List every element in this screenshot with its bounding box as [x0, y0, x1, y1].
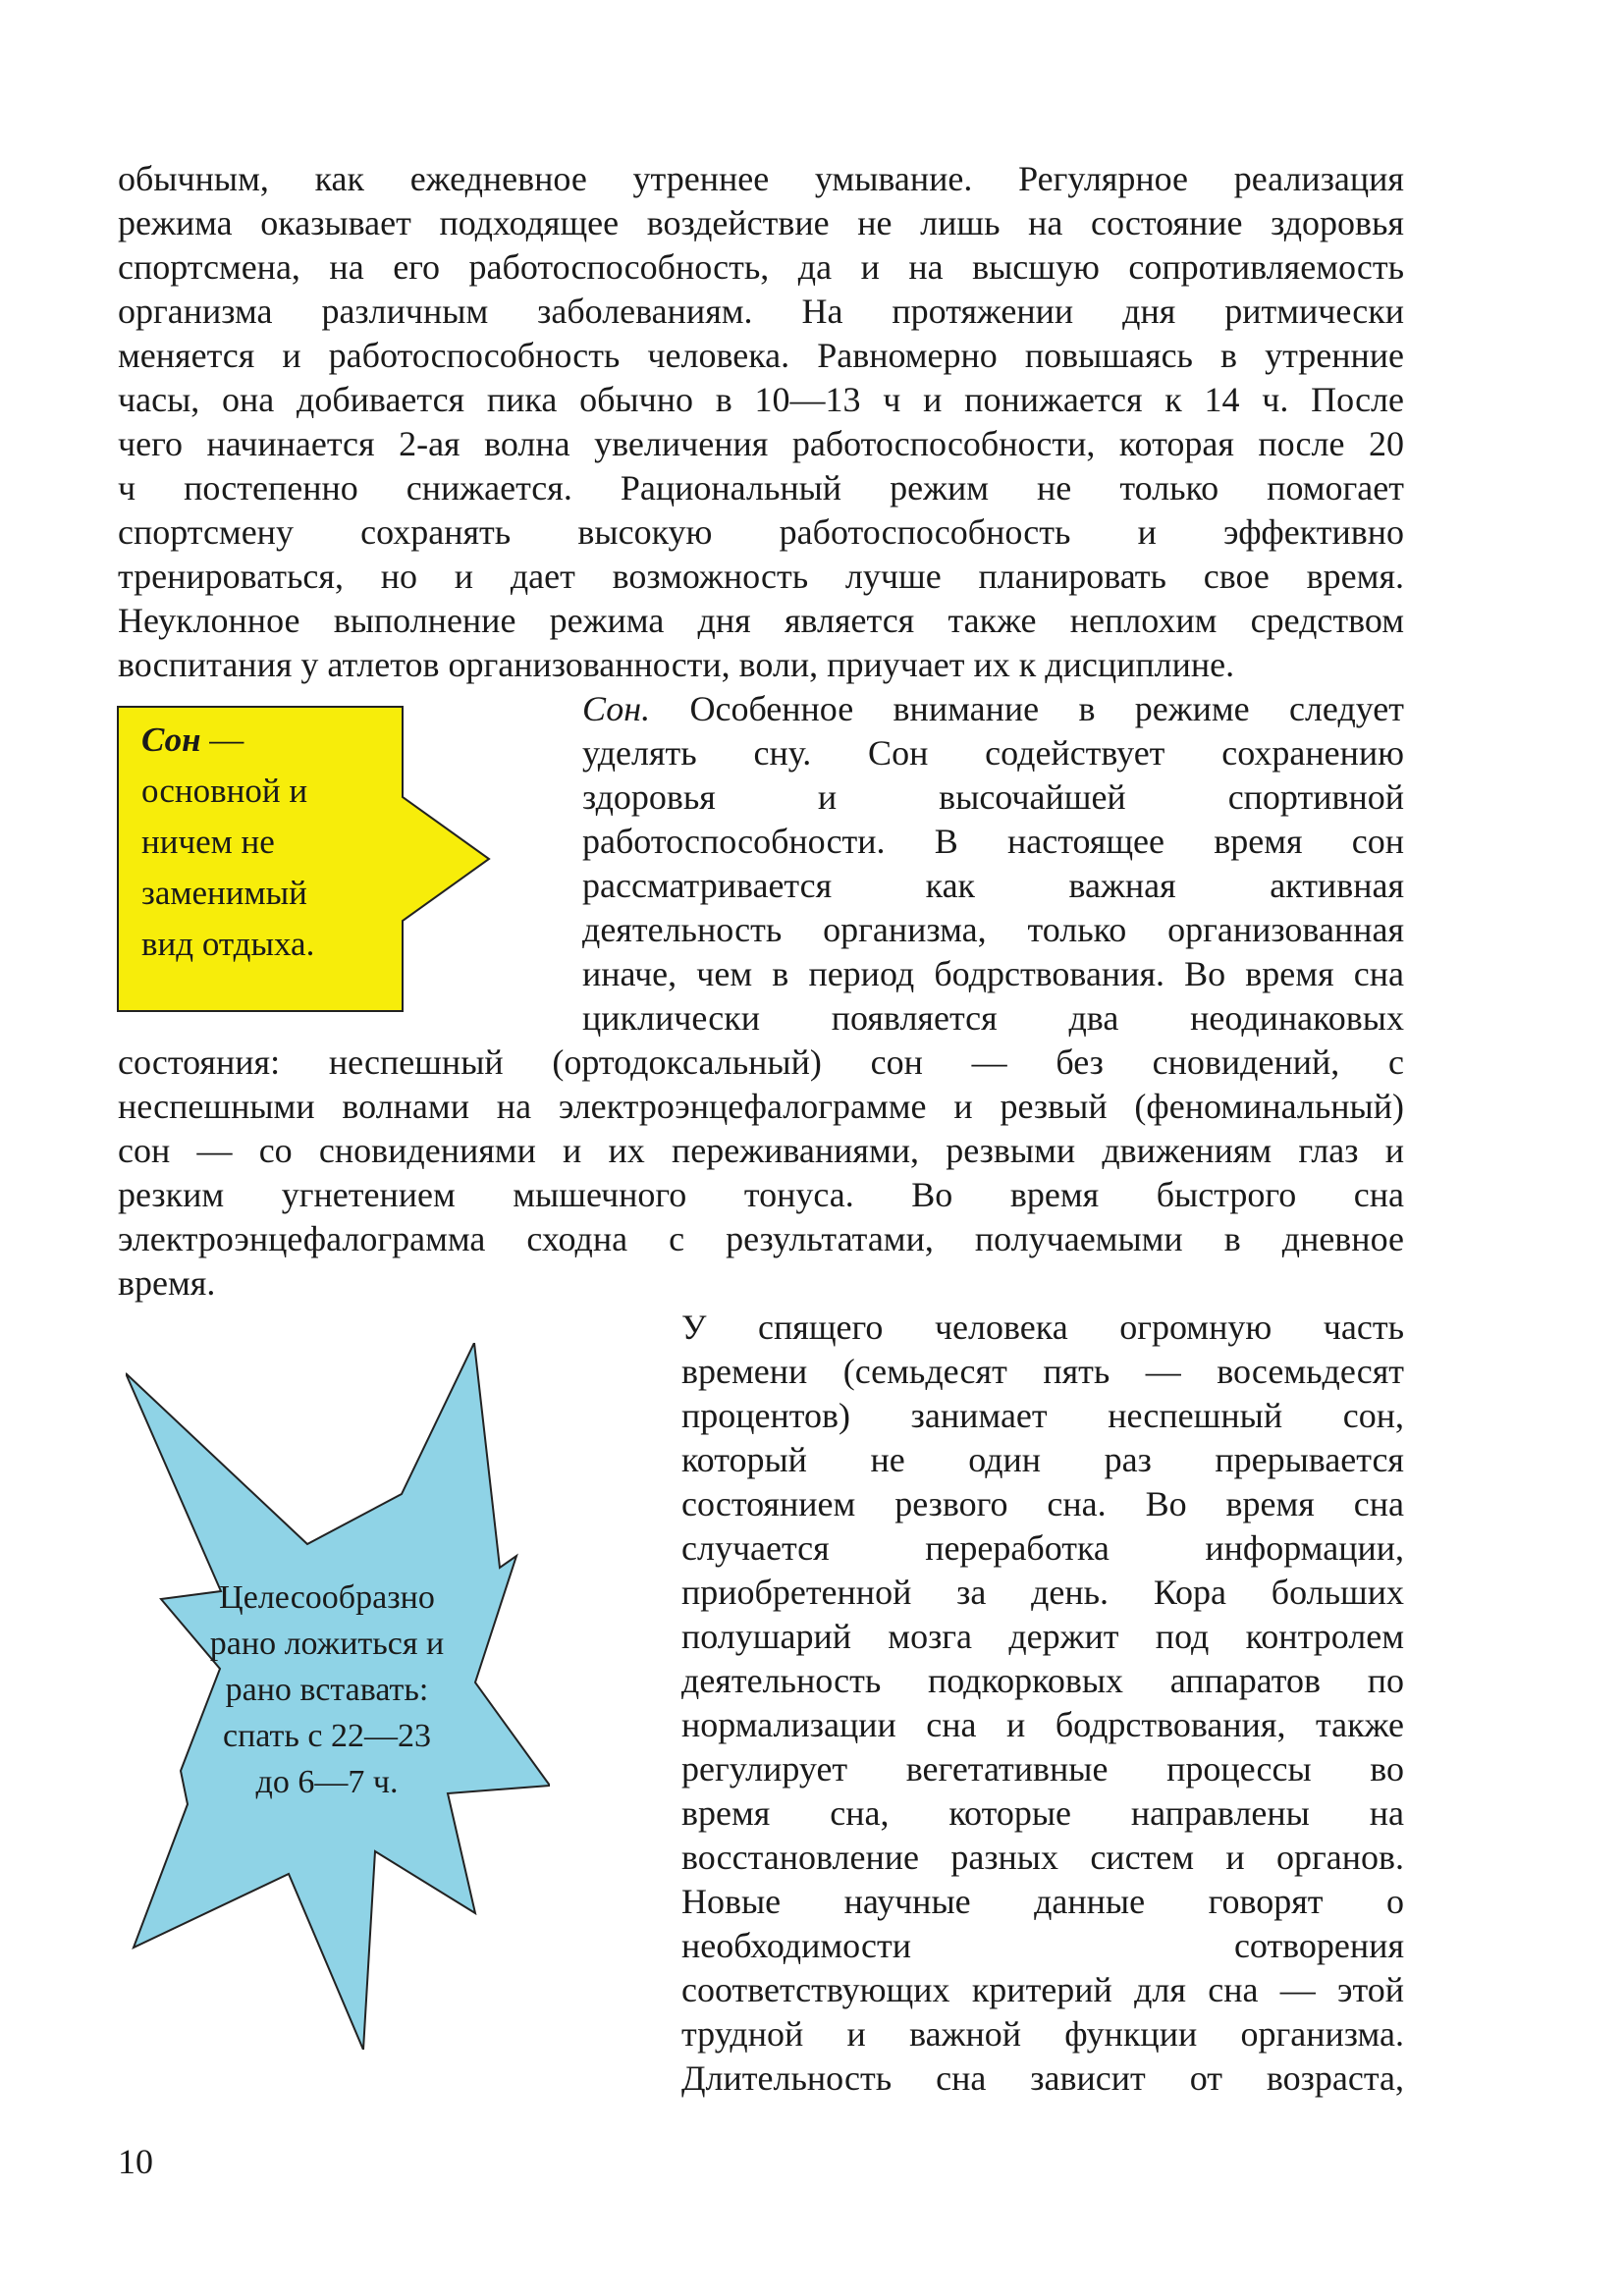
text-line: времени (семьдесят пять — восемьдесят	[681, 1352, 1404, 1391]
starburst-text	[194, 1575, 460, 1805]
text-line: работоспособности. В настоящее время сон	[582, 822, 1404, 861]
callout-text	[141, 715, 338, 970]
starburst-line: спать с 22—23	[223, 1718, 431, 1754]
text-line	[582, 687, 1404, 731]
text-line: Неуклонное выполнение режима дня является также неплохим средством	[118, 601, 1404, 640]
text-line: спортсмена, на его работоспособность, да и на высшую сопротивляемость	[118, 247, 1404, 287]
text-line: электроэнцефалограмма сходна с результатами, получаемыми в дневное	[118, 1219, 1404, 1258]
callout-title: Сон	[141, 721, 201, 759]
text-line: режима оказывает подходящее воздействие не лишь на состояние здоровья	[118, 203, 1404, 242]
text-line: деятельность подкорковых аппаратов по	[681, 1661, 1404, 1700]
sleep-advice-starburst	[126, 1343, 550, 2050]
text-line: ч постепенно снижается. Рациональный режим не только помогает	[118, 468, 1404, 507]
text-line: регулирует вегетативные процессы во	[681, 1749, 1404, 1789]
text-line: тренироваться, но и дает возможность лучше планировать свое время.	[118, 557, 1404, 596]
text-line: случается переработка информации,	[681, 1528, 1404, 1568]
text-line: нормализации сна и бодрствования, также	[681, 1705, 1404, 1744]
text-line: спортсмену сохранять высокую работоспособность и эффективно	[118, 512, 1404, 552]
callout-line: заменимый	[141, 874, 307, 912]
text-line: приобретенной за день. Кора больших	[681, 1573, 1404, 1612]
text-line: иначе, чем в период бодрствования. Во время сна	[582, 954, 1404, 993]
text-line: меняется и работоспособность человека. Равномерно повышаясь в утренние	[118, 336, 1404, 375]
text-line: обычным, как ежедневное утреннее умывание. Регулярное реализация	[118, 159, 1404, 198]
starburst-line: до 6—7 ч.	[255, 1764, 399, 1800]
text-line: здоровья и высочайшей спортивной	[582, 777, 1404, 817]
text-line: процентов) занимает неспешный сон,	[681, 1396, 1404, 1435]
starburst-line: рано вставать:	[225, 1672, 429, 1708]
callout-line: основной и	[141, 772, 308, 810]
callout-line: ничем не	[141, 823, 275, 861]
starburst-line: Целесообразно	[219, 1579, 435, 1616]
starburst-line: рано ложиться и	[209, 1626, 445, 1662]
text-line: неспешными волнами на электроэнцефалограмме и резвый (феноминальный)	[118, 1087, 1404, 1126]
text-line: Длительность сна зависит от возраста,	[681, 2058, 1404, 2098]
text-line: трудной и важной функции организма.	[681, 2014, 1404, 2054]
text-line: деятельность организма, только организованная	[582, 910, 1404, 949]
callout-dash: —	[200, 721, 244, 759]
text-line: чего начинается 2-ая волна увеличения работоспособности, которая после 20	[118, 424, 1404, 463]
text-line: восстановление разных систем и органов.	[681, 1838, 1404, 1877]
text-line: У спящего человека огромную часть	[681, 1308, 1404, 1347]
text-line: состоянием резвого сна. Во время сна	[681, 1484, 1404, 1523]
text-line: состояния: неспешный (ортодоксальный) сон — без сновидений, с	[118, 1042, 1404, 1082]
text-span: Особенное внимание в режиме следует	[689, 689, 1404, 728]
page-number: 10	[118, 2142, 153, 2181]
text-line: время.	[118, 1263, 216, 1303]
callout-line: вид отдыха.	[141, 925, 315, 963]
sleep-lead: Сон.	[582, 689, 651, 728]
text-line: Новые научные данные говорят о	[681, 1882, 1404, 1921]
text-line: который не один раз прерывается	[681, 1440, 1404, 1479]
text-line: уделять сну. Сон содействует сохранению	[582, 733, 1404, 773]
text-line: рассматривается как важная активная	[582, 866, 1404, 905]
text-line: необходимости сотворения	[681, 1926, 1404, 1965]
text-line: воспитания у атлетов организованности, воли, приучает их к дисциплине.	[118, 645, 1235, 684]
text-line: циклически появляется два неодинаковых	[582, 998, 1404, 1038]
text-line: сон — со сновидениями и их переживаниями, резвыми движениям глаз и	[118, 1131, 1404, 1170]
text-line: резким угнетением мышечного тонуса. Во время быстрого сна	[118, 1175, 1404, 1214]
text-line: полушарий мозга держит под контролем	[681, 1617, 1404, 1656]
text-line: соответствующих критерий для сна — этой	[681, 1970, 1404, 2009]
text-line: организма различным заболеваниям. На протяжении дня ритмически	[118, 292, 1404, 331]
sleep-callout-arrow	[116, 705, 528, 1013]
text-line: часы, она добивается пика обычно в 10—13 ч и понижается к 14 ч. После	[118, 380, 1404, 419]
text-line: время сна, которые направлены на	[681, 1793, 1404, 1833]
